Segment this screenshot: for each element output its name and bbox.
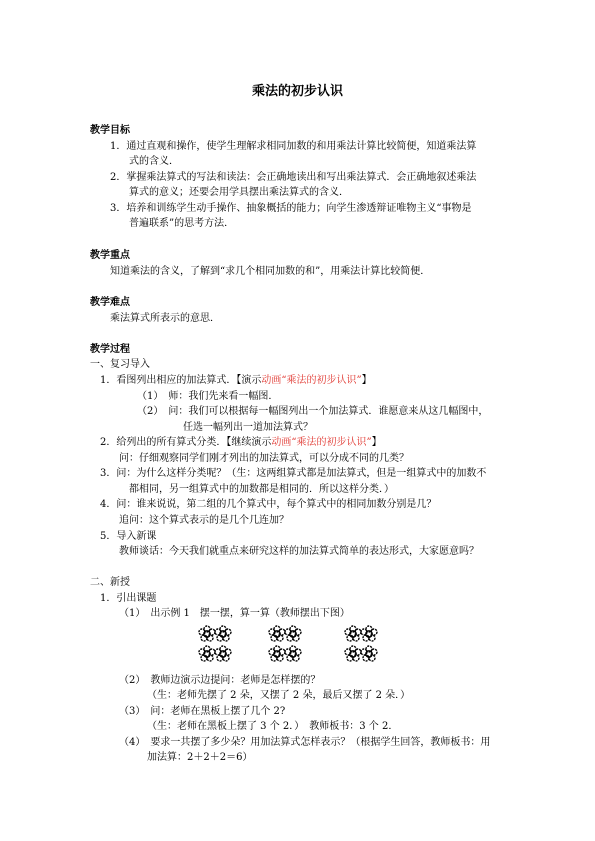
part2-title: 二、新授 bbox=[90, 577, 130, 588]
review-step-4-line-2: 追问：这个算式表示的是几个几连加？ bbox=[119, 515, 289, 526]
key-points-heading: 教学重点 bbox=[90, 250, 130, 261]
new-step-1-4-line-1: （4） 要求一共摆了多少朵？用加法算式怎样表示？（根据学生回答，教师板书：用 bbox=[119, 737, 491, 748]
new-step-1-3-line-1: （3） 问：老师在黑板上摆了几个 2? bbox=[119, 706, 286, 717]
review-step-3-line-2: 都相同，另一组算式中的加数都是相同的．所以这样分类．） bbox=[129, 484, 394, 495]
review-step-4-line-1: 4．问：谁来说说，第二组的几个算式中，每个算式中的相同加数分别是几？ bbox=[100, 499, 437, 510]
new-step-1-4-line-2: 加法算：2＋2＋2＝6） bbox=[147, 752, 253, 763]
new-step-1-2-line-1: （2） 教师边演示边提问：老师是怎样摆的？ bbox=[119, 675, 321, 686]
review-step-1: 1．看图列出相应的加法算式．【演示动画“乘法的初步认识”】 bbox=[100, 375, 372, 386]
objective-1-line-1: 1．通过直观和操作，使学生理解求相同加数的和用乘法计算比较简便，知道乘法算 bbox=[110, 141, 477, 152]
difficulty-heading: 教学难点 bbox=[90, 297, 130, 308]
objective-2-line-1: 2．掌握乘法算式的写法和读法：会正确地读出和写出乘法算式．会正确地叙述乘法 bbox=[110, 172, 477, 183]
review-step-2-question: 问：仔细观察同学们刚才列出的加法算式，可以分成不同的几类？ bbox=[119, 453, 409, 464]
flower-group-3 bbox=[345, 626, 377, 661]
animation-link-continue[interactable]: 动画“乘法的初步认识” bbox=[271, 437, 372, 448]
review-step-5-text: 教师谈话：今天我们就重点来研究这样的加法算式简单的表达形式，大家愿意吗？ bbox=[119, 546, 479, 557]
review-step-1-1: （1） 师：我们先来看一幅图． bbox=[137, 391, 279, 402]
objective-3-line-2: 普遍联系”的思考方法． bbox=[129, 218, 235, 229]
objective-3-line-1: 3．培养和训练学生动手操作、抽象概括的能力；向学生渗透辩证唯物主义“事物是 bbox=[110, 203, 472, 214]
objectives-heading: 教学目标 bbox=[90, 125, 130, 136]
objective-2-line-2: 算式的意义；还要会用学具摆出乘法算式的含义． bbox=[129, 187, 349, 198]
key-points-text: 知道乘法的含义，了解到“求几个相同加数的和”，用乘法计算比较简便． bbox=[110, 266, 431, 277]
flower-group-2 bbox=[269, 626, 301, 661]
objective-1-line-2: 式的含义． bbox=[129, 156, 179, 167]
flower-group-1 bbox=[199, 626, 231, 661]
part1-title: 一、复习导入 bbox=[90, 359, 150, 370]
review-step-2: 2．给列出的所有算式分类．【继续演示动画“乘法的初步认识”】 bbox=[100, 437, 382, 448]
new-step-1-3-line-2: （生：老师在黑板上摆了 3 个 2．） 教师板书：3 个 2． bbox=[147, 721, 399, 732]
review-step-1-2-line-1: （2） 问：我们可以根据每一幅图列出一个加法算式．谁愿意来从这几幅图中， bbox=[137, 406, 489, 417]
flower-groups-illustration bbox=[195, 622, 395, 672]
animation-link[interactable]: 动画“乘法的初步认识” bbox=[261, 375, 362, 386]
difficulty-text: 乘法算式所表示的意思． bbox=[110, 313, 220, 324]
new-step-1: 1．引出课题 bbox=[100, 593, 157, 604]
review-step-1-2-line-2: 任选一幅列出一道加法算式？ bbox=[183, 422, 313, 433]
page-title: 乘法的初步认识 bbox=[251, 84, 343, 99]
new-step-1-2-line-2: （生：老师先摆了 2 朵，又摆了 2 朵，最后又摆了 2 朵．） bbox=[147, 690, 411, 701]
new-step-1-1: （1） 出示例 1 摆一摆，算一算（教师摆出下图） bbox=[119, 608, 350, 619]
review-step-3-line-1: 3．问：为什么这样分类呢？（生：这两组算式都是加法算式，但是一组算式中的加数不 bbox=[100, 468, 487, 479]
review-step-5: 5．导入新课 bbox=[100, 531, 157, 542]
process-heading: 教学过程 bbox=[90, 344, 130, 355]
